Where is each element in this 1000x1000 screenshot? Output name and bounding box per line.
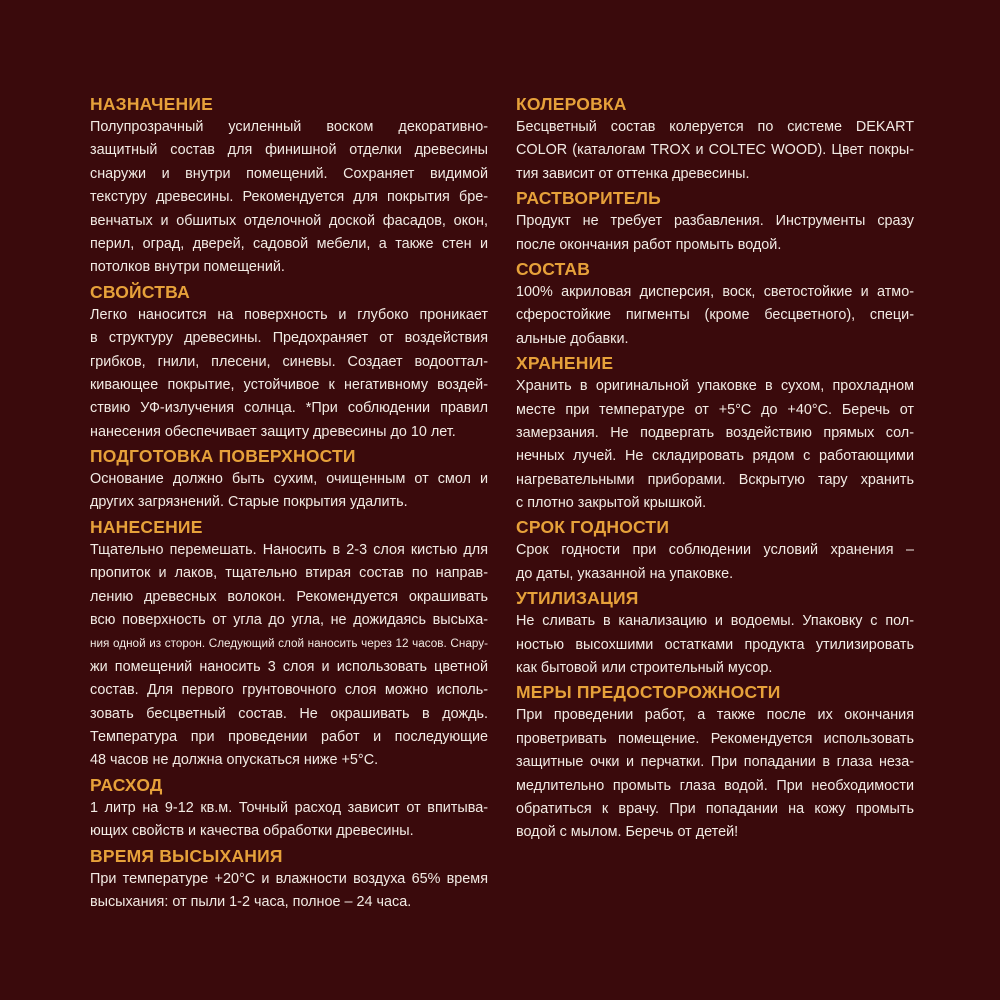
section: [516, 586, 914, 680]
text-line: При температуре +20°С и влажности воздуха 65% время: [90, 870, 488, 887]
text-line: Не сливать в канализацию и водоемы. Упаковку с пол-: [516, 613, 914, 630]
text-line: высыхания: от пыли 1-2 часа, полное – 24 часа.: [90, 893, 412, 910]
section: [90, 92, 488, 280]
text-line: нагревательными приборами. Вскрытую тару хранить: [516, 471, 914, 488]
section-heading: ПОДГОТОВКА ПОВЕРХНОСТИ: [90, 446, 356, 467]
section-heading: ВРЕМЯ ВЫСЫХАНИЯ: [90, 845, 283, 866]
text-line: сферостойкие пигменты (кроме бесцветного), специ-: [516, 307, 914, 324]
text-line: лению древесных волокон. Рекомендуется окрашивать: [90, 588, 488, 605]
section-heading: КОЛЕРОВКА: [516, 94, 627, 114]
text-line: Легко наносится на поверхность и глубоко проникает: [90, 306, 488, 323]
text-line: пропиток и лаков, тщательно втирая состав по направ-: [90, 565, 488, 582]
section-heading: СОСТАВ: [516, 258, 591, 279]
section-body: [90, 797, 488, 844]
text-line: грибков, гнили, плесени, синевы. Создает водооттал-: [90, 353, 488, 370]
section: [516, 515, 914, 586]
section-body: [90, 304, 488, 444]
right-column: [516, 92, 914, 845]
text-line: 48 часов не должна опускаться ниже +5°С.: [90, 752, 379, 769]
section-body: [516, 375, 914, 515]
section: [90, 515, 488, 773]
text-line: замерзания. Не подвергать воздействию прямых сол-: [516, 424, 914, 441]
text-line: обратиться к врачу. При попадании на кожу промыть: [516, 800, 914, 817]
text-line: альные добавки.: [516, 330, 629, 347]
text-line: текстуру древесины. Рекомендуется для покрытия бре-: [90, 189, 488, 206]
text-line: всю поверхность от угла до угла, не дожидаясь высыха-: [90, 612, 488, 629]
text-line: ния одной из сторон. Следующий слой наносить через 12 часов. Снару-: [90, 637, 488, 651]
text-line: тия зависит от оттенка древесины.: [516, 165, 750, 182]
section-heading: РАСХОД: [90, 774, 163, 795]
text-line: потолков внутри помещений.: [90, 259, 285, 276]
text-line: зовать бесцветный состав. Не окрашивать в дождь.: [90, 705, 488, 722]
text-line: кивающее покрытие, устойчивое к негативному воздей-: [90, 376, 488, 393]
text-line: COLOR (каталогам TROX и COLTEC WOOD). Цвет покры-: [516, 142, 914, 159]
section-body: [90, 468, 488, 515]
section-body: [516, 610, 914, 680]
text-line: с плотно закрытой крышкой.: [516, 495, 707, 512]
section: [90, 280, 488, 444]
section: [516, 186, 914, 257]
section-heading: СРОК ГОДНОСТИ: [516, 517, 670, 538]
section-heading: МЕРЫ ПРЕДОСТОРОЖНОСТИ: [516, 682, 781, 703]
text-line: нечных лучей. Не складировать рядом с работающими: [516, 448, 914, 465]
text-line: Температура при проведении работ и последующие: [90, 728, 488, 745]
section-heading: СВОЙСТВА: [90, 281, 190, 302]
text-line: других загрязнений. Старые покрытия удалить.: [90, 494, 408, 511]
section-body: [516, 704, 914, 844]
text-line: проветривать помещение. Рекомендуется использовать: [516, 730, 914, 747]
section: [90, 844, 488, 915]
text-line: нанесения обеспечивает защиту древесины до 10 лет.: [90, 423, 456, 440]
section: [516, 680, 914, 844]
text-line: Полупрозрачный усиленный воском декоративно-: [90, 119, 488, 135]
text-line: 100% акриловая дисперсия, воск, светостойкие и атмо-: [516, 283, 914, 300]
text-line: ющих свойств и качества обработки древесины.: [90, 823, 414, 840]
text-line: до даты, указанной на упаковке.: [516, 565, 734, 582]
text-line: ностью высохшими остатками продукта утилизировать: [516, 636, 914, 653]
text-line: в структуру древесины. Предохраняет от воздействия: [90, 330, 488, 347]
section-heading: УТИЛИЗАЦИЯ: [516, 588, 639, 609]
text-line: состав. Для первого грунтовочного слоя можно исполь-: [90, 682, 488, 699]
section-body: [516, 210, 914, 257]
section-body: [90, 868, 488, 915]
text-line: защитные очки и перчатки. При попадании в глаза неза-: [516, 754, 914, 771]
text-line: снаружи и внутри помещений. Сохраняет видимой: [90, 165, 488, 182]
left-column: [90, 92, 488, 914]
text-line: как бытовой или строительный мусор.: [516, 660, 773, 677]
text-line: 1 литр на 9-12 кв.м. Точный расход зависит от впитыва-: [90, 799, 488, 816]
text-line: венчатых и обшитых отделочной доской фасадов, окон,: [90, 212, 488, 229]
text-line: защитный состав для финишной отделки древесины: [90, 142, 488, 159]
section-body: [90, 539, 488, 773]
text-line: Основание должно быть сухим, очищенным от смол и: [90, 471, 488, 488]
section: [90, 773, 488, 844]
section: [90, 444, 488, 515]
text-line: Срок годности при соблюдении условий хранения –: [516, 542, 914, 559]
text-line: медлительно промыть глаза водой. При необходимости: [516, 777, 914, 794]
section-body: [516, 281, 914, 351]
section-body: [516, 116, 914, 186]
text-line: жи помещений наносить 3 слоя и использовать цветной: [90, 658, 488, 675]
section: [516, 351, 914, 515]
text-line: после окончания работ промыть водой.: [516, 236, 782, 253]
text-line: месте при температуре от +5°С до +40°С. Беречь от: [516, 401, 914, 418]
section-body: [516, 539, 914, 586]
section-heading: РАСТВОРИТЕЛЬ: [516, 188, 661, 209]
text-line: Хранить в оригинальной упаковке в сухом, прохладном: [516, 378, 914, 395]
section-heading: НАЗНАЧЕНИЕ: [90, 94, 214, 114]
text-line: Тщательно перемешать. Наносить в 2-3 слоя кистью для: [90, 541, 488, 558]
text-line: ствию УФ-излучения солнца. *При соблюдении правил: [90, 400, 488, 417]
section-heading: НАНЕСЕНИЕ: [90, 516, 203, 537]
text-line: Бесцветный состав колеруется по системе DEKART: [516, 119, 914, 135]
section-body: [90, 116, 488, 280]
section: [516, 92, 914, 186]
text-line: При проведении работ, а также после их окончания: [516, 707, 914, 724]
section-heading: ХРАНЕНИЕ: [516, 353, 614, 374]
text-line: перил, оград, дверей, садовой мебели, а также стен и: [90, 235, 488, 252]
text-line: водой с мылом. Беречь от детей!: [516, 824, 739, 841]
section: [516, 257, 914, 351]
text-line: Продукт не требует разбавления. Инструменты сразу: [516, 213, 914, 230]
